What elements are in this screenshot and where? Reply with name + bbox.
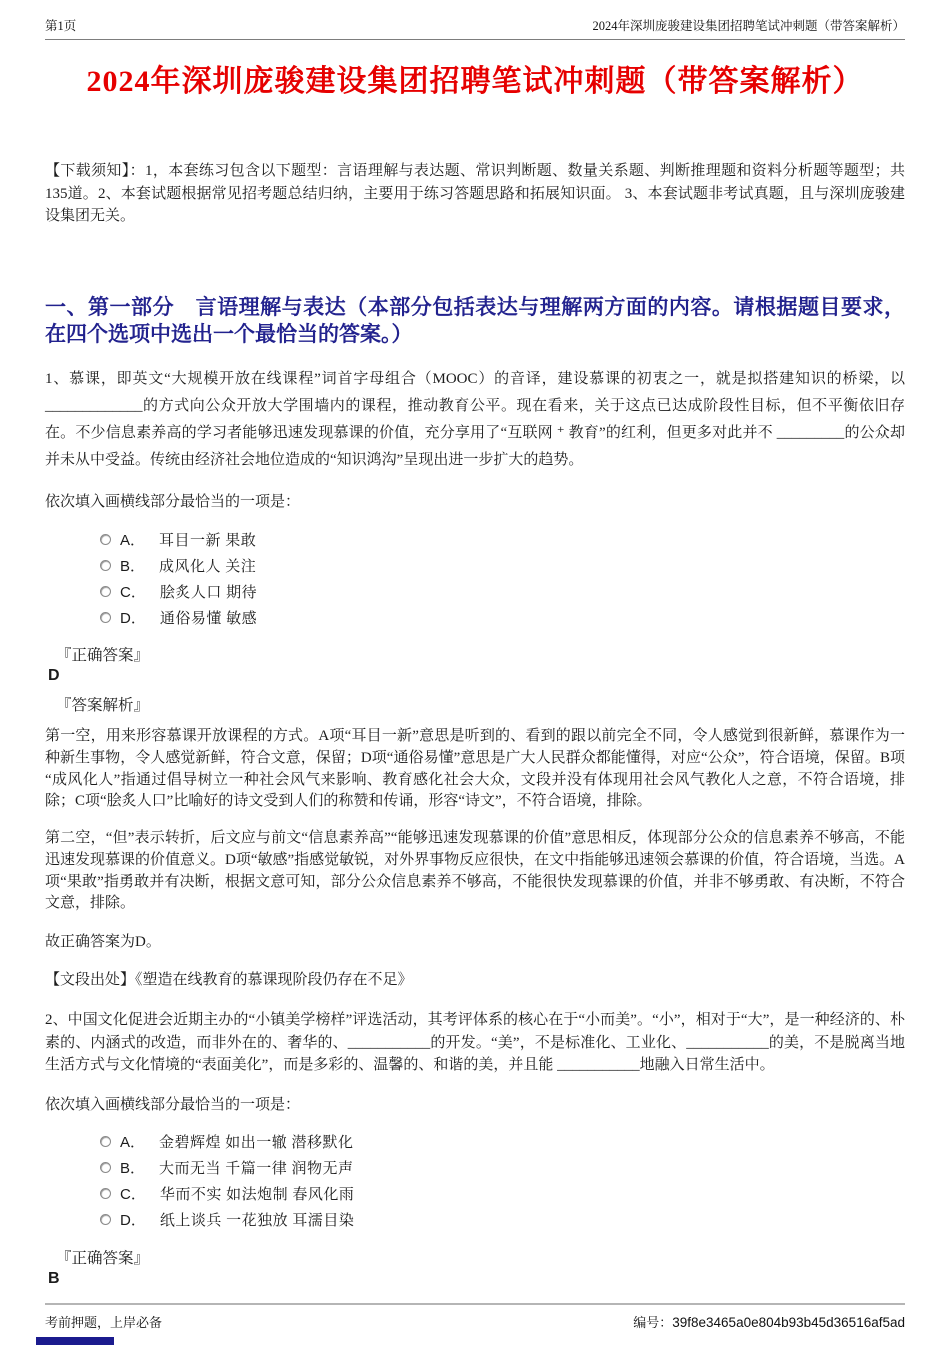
question-1-options bbox=[45, 526, 905, 630]
option-d[interactable] bbox=[45, 604, 905, 630]
footer-code-value: 39f8e3465a0e804b93b45d36516af5ad bbox=[672, 1315, 905, 1330]
option-text: 金碧辉煌 如出一辙 潜移默化 bbox=[159, 1135, 354, 1152]
question-2-options bbox=[45, 1129, 905, 1233]
radio-icon[interactable] bbox=[100, 560, 111, 571]
option-a[interactable] bbox=[45, 1129, 905, 1155]
option-letter: A． bbox=[120, 531, 146, 549]
option-b[interactable] bbox=[45, 552, 905, 578]
radio-icon[interactable] bbox=[100, 586, 111, 597]
option-text: 成风化人 关注 bbox=[159, 558, 257, 575]
option-letter: B． bbox=[120, 557, 146, 575]
correct-answer-value: B bbox=[48, 1269, 60, 1287]
correct-answer-label: 『正确答案』 bbox=[56, 1249, 150, 1267]
analysis-paragraph-2: 第二空，“但”表示转折，后文应与前文“信息素养高”“能够迅速发现慕课的价值”意思相反，体现部分公众的信息素养不够高，不能迅速发现慕课的价值意义。D项“敏感”指感觉敏锐，对外界事物反应很快，在文中指能够迅速领会慕课的价值，符合语境，当选。A项“果敢”指勇敢并有决断，根据文意可知，部分公众信息素养不够高，不能很快发现慕课的价值，并非不够勇敢、有决断，不符合文意，排除。 bbox=[45, 830, 905, 912]
header-doc-title: 2024年深圳庞骏建设集团招聘笔试冲刺题（带答案解析） bbox=[592, 19, 905, 33]
page-title: 2024年深圳庞骏建设集团招聘笔试冲刺题（带答案解析） bbox=[86, 65, 864, 98]
radio-icon[interactable] bbox=[100, 612, 111, 623]
radio-icon[interactable] bbox=[100, 1136, 111, 1147]
option-letter: B． bbox=[120, 1160, 146, 1178]
footer-code bbox=[633, 1312, 905, 1331]
option-text: 纸上谈兵 一花独放 耳濡目染 bbox=[159, 1213, 355, 1230]
passage-source: 【文段出处】《塑造在线教育的慕课现阶段仍存在不足》 bbox=[45, 972, 413, 989]
option-text: 脍炙人口 期待 bbox=[159, 584, 258, 601]
page-number: 第1页 bbox=[45, 19, 77, 33]
radio-icon[interactable] bbox=[100, 534, 111, 545]
section-heading: 一、第一部分 言语理解与表达（本部分包括表达与理解两方面的内容。请根据题目要求，在四个选项中选出一个最恰当的答案。） bbox=[45, 294, 905, 346]
page-footer bbox=[45, 1303, 905, 1331]
option-text: 大而无当 千篇一律 润物无声 bbox=[159, 1161, 354, 1178]
option-d[interactable] bbox=[45, 1207, 905, 1233]
answer-conclusion: 故正确答案为D。 bbox=[45, 934, 161, 951]
option-letter: D． bbox=[120, 609, 146, 627]
radio-icon[interactable] bbox=[100, 1214, 111, 1225]
option-letter: C． bbox=[120, 1186, 146, 1204]
radio-icon[interactable] bbox=[100, 1188, 111, 1199]
page-header bbox=[45, 0, 905, 40]
option-text: 通俗易懂 敏感 bbox=[159, 610, 258, 627]
option-b[interactable] bbox=[45, 1155, 905, 1181]
bottom-selection-fragment bbox=[36, 1337, 114, 1345]
option-letter: A． bbox=[120, 1134, 146, 1152]
question-2-prompt: 依次填入画横线部分最恰当的一项是： bbox=[45, 1096, 301, 1113]
radio-icon[interactable] bbox=[100, 1162, 111, 1173]
footer-slogan: 考前押题，上岸必备 bbox=[45, 1315, 163, 1330]
option-c[interactable] bbox=[45, 578, 905, 604]
option-a[interactable] bbox=[45, 526, 905, 552]
question-2-text: 2、中国文化促进会近期主办的“小镇美学榜样”评选活动，其考评体系的核心在于“小而美”。“小”，相对于“大”，是一种经济的、朴素的、内涵式的改造，而非外在的、奢华的、___________的开发。“美”，不是标准化、工业化、___________的美，不是脱离当地生活方式与文化情境的“表面美化”，而是多彩的、温馨的、和谐的美，并且能 ___________地融入日常生活中。 bbox=[45, 1012, 905, 1074]
question-1-text: 1、慕课，即英文“大规模开放在线课程”词首字母组合（MOOC）的音译，建设慕课的初衷之一，就是拟搭建知识的桥梁，以 _____________的方式向公众开放大学围墙内的课程，推动教育公平。现在看来，关于这点已达成阶段性目标，但不平衡依旧存在。不少信息素养高的学习者能够迅速发现慕课的价值，充分享用了“互联网 ⁺ 教育”的红利，但更多对此并不 _________的公众却并未从中受益。传统由经济社会地位造成的“知识鸿沟”呈现出进一步扩大的趋势。 bbox=[45, 371, 905, 469]
option-c[interactable] bbox=[45, 1181, 905, 1207]
correct-answer-value: D bbox=[48, 667, 60, 685]
option-letter: D． bbox=[120, 1212, 146, 1230]
download-notice: 【下载须知】：1，本套练习包含以下题型：言语理解与表达题、常识判断题、数量关系题、判断推理题和资料分析题等题型；共135道。2、本套试题根据常见招考题总结归纳，主要用于练习答题思路和拓展知识面。 3、本套试题非考试真题，且与深圳庞骏建设集团无关。 bbox=[45, 163, 905, 224]
option-text: 耳目一新 果敢 bbox=[159, 532, 257, 549]
correct-answer-label: 『正确答案』 bbox=[56, 647, 150, 665]
analysis-label: 『答案解析』 bbox=[56, 697, 150, 715]
question-1 bbox=[45, 366, 905, 989]
question-2 bbox=[45, 1009, 905, 1288]
option-text: 华而不实 如法炮制 春风化雨 bbox=[159, 1187, 355, 1204]
option-letter: C． bbox=[120, 583, 146, 601]
footer-code-label: 编号： bbox=[633, 1315, 673, 1330]
question-1-prompt: 依次填入画横线部分最恰当的一项是： bbox=[45, 494, 301, 511]
analysis-paragraph-1: 第一空，用来形容慕课开放课程的方式。A项“耳目一新”意思是听到的、看到的跟以前完全不同，令人感觉到很新鲜，慕课作为一种新生事物，令人感觉新鲜，符合文意，保留；D项“通俗易懂”意思是广大人民群众都能懂得，对应“公众”，符合语境，保留。B项“成风化人”指通过倡导树立一种社会风气来影响、教育感化社会大众，文段并没有体现用社会风气教化人之意，不符合语境，排除；C项“脍炙人口”比喻好的诗文受到人们的称赞和传诵，形容“诗文”，不符合语境，排除。 bbox=[45, 728, 905, 810]
